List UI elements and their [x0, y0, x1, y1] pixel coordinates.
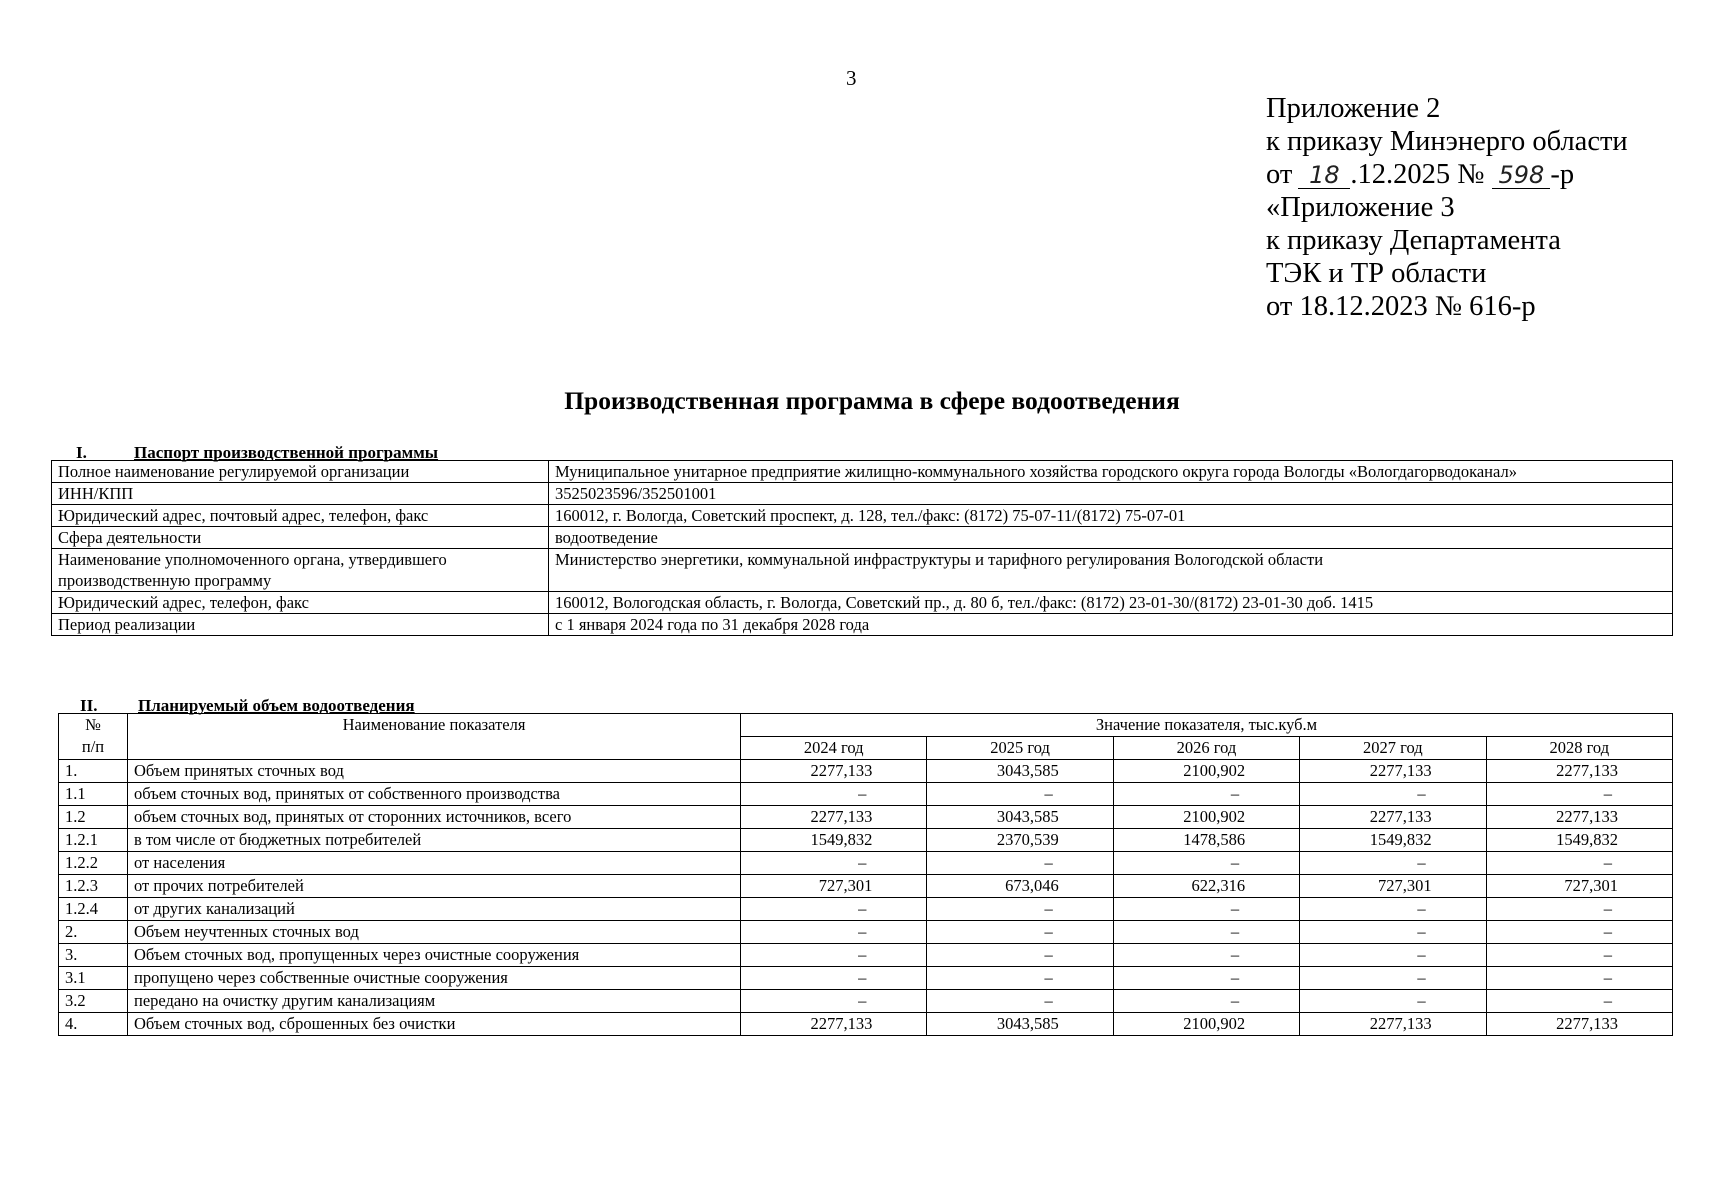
indicator-value: – — [1113, 783, 1299, 806]
indicator-value: – — [927, 967, 1113, 990]
appendix-line-4: «Приложение 3 — [1266, 192, 1455, 223]
passport-row — [52, 461, 1673, 483]
volume-row — [59, 921, 1673, 944]
passport-field-value: 160012, Вологодская область, г. Вологда, Советский пр., д. 80 б, тел./факс: (8172) 23-01-30/(8172) 23-01-30 доб. 1415 — [549, 592, 1673, 614]
passport-field-label: Юридический адрес, телефон, факс — [52, 592, 549, 614]
indicator-value: – — [1300, 967, 1486, 990]
indicator-value: 2100,902 — [1113, 760, 1299, 783]
document-title: Производственная программа в сфере водоотведения — [564, 386, 1180, 415]
indicator-value: – — [1113, 990, 1299, 1013]
indicator-value: – — [1486, 921, 1672, 944]
header-year: 2028 год — [1486, 737, 1672, 760]
indicator-name: объем сточных вод, принятых от собственного производства — [128, 783, 741, 806]
indicator-value: – — [1300, 944, 1486, 967]
indicator-value: – — [927, 990, 1113, 1013]
passport-row — [52, 527, 1673, 549]
indicator-value: 2277,133 — [1486, 760, 1672, 783]
indicator-value: – — [1300, 852, 1486, 875]
indicator-value: 673,046 — [927, 875, 1113, 898]
row-number: 1.2.3 — [59, 875, 128, 898]
indicator-value: – — [1486, 852, 1672, 875]
row-number: 2. — [59, 921, 128, 944]
volume-row — [59, 944, 1673, 967]
handwritten-day: 18 — [1298, 162, 1350, 189]
volume-row — [59, 875, 1673, 898]
indicator-value: – — [927, 921, 1113, 944]
passport-row — [52, 505, 1673, 527]
volume-row — [59, 1013, 1673, 1036]
indicator-value: – — [741, 944, 927, 967]
indicator-name: от населения — [128, 852, 741, 875]
appendix-line-3 — [1266, 158, 1628, 191]
indicator-value: 2277,133 — [1486, 1013, 1672, 1036]
indicator-name: Объем сточных вод, сброшенных без очистки — [128, 1013, 741, 1036]
indicator-value: – — [1486, 990, 1672, 1013]
passport-row — [52, 549, 1673, 592]
section-2-number: II. — [80, 696, 98, 715]
indicator-value: 1549,832 — [1300, 829, 1486, 852]
volume-header-row-1 — [59, 714, 1673, 737]
passport-field-value: 160012, г. Вологда, Советский проспект, д. 128, тел./факс: (8172) 75-07-11/(8172) 75-07-01 — [549, 505, 1673, 527]
passport-field-value: 3525023596/352501001 — [549, 483, 1673, 505]
indicator-name: Объем неучтенных сточных вод — [128, 921, 741, 944]
passport-row — [52, 592, 1673, 614]
appendix-line-2: к приказу Минэнерго области — [1266, 126, 1628, 157]
passport-field-label: Юридический адрес, почтовый адрес, телефон, факс — [52, 505, 549, 527]
volume-table — [58, 713, 1673, 1036]
indicator-name: объем сточных вод, принятых от сторонних источников, всего — [128, 806, 741, 829]
indicator-value: – — [1113, 898, 1299, 921]
indicator-value: – — [741, 852, 927, 875]
header-value-group: Значение показателя, тыс.куб.м — [741, 714, 1673, 737]
row-number: 1.2.1 — [59, 829, 128, 852]
indicator-value: – — [741, 783, 927, 806]
indicator-name: от других канализаций — [128, 898, 741, 921]
indicator-value: 1478,586 — [1113, 829, 1299, 852]
indicator-value: 2100,902 — [1113, 806, 1299, 829]
row-number: 1.1 — [59, 783, 128, 806]
row-number: 4. — [59, 1013, 128, 1036]
indicator-value: – — [1486, 967, 1672, 990]
indicator-value: – — [741, 967, 927, 990]
indicator-value: 2277,133 — [1486, 806, 1672, 829]
volume-row — [59, 852, 1673, 875]
indicator-value: 3043,585 — [927, 1013, 1113, 1036]
indicator-name: пропущено через собственные очистные сооружения — [128, 967, 741, 990]
indicator-value: 727,301 — [1300, 875, 1486, 898]
section-1-number: I. — [76, 443, 87, 462]
volume-row — [59, 783, 1673, 806]
header-number — [59, 714, 128, 760]
appendix-line-6: ТЭК и ТР области — [1266, 258, 1487, 289]
indicator-value: – — [741, 898, 927, 921]
indicator-value: 2277,133 — [741, 1013, 927, 1036]
handwritten-order-number: 598 — [1492, 162, 1550, 189]
indicator-value: 2277,133 — [1300, 1013, 1486, 1036]
indicator-value: 622,316 — [1113, 875, 1299, 898]
indicator-value: – — [1486, 783, 1672, 806]
appendix-line-5: к приказу Департамента — [1266, 225, 1561, 256]
indicator-name: от прочих потребителей — [128, 875, 741, 898]
indicator-value: – — [927, 898, 1113, 921]
row-number: 3. — [59, 944, 128, 967]
volume-row — [59, 760, 1673, 783]
passport-table — [51, 460, 1673, 636]
indicator-value: – — [927, 944, 1113, 967]
passport-field-label: Полное наименование регулируемой организации — [52, 461, 549, 483]
page-number: 3 — [846, 66, 857, 90]
passport-field-label: Наименование уполномоченного органа, утвердившего производственную программу — [52, 549, 549, 592]
row-number: 3.2 — [59, 990, 128, 1013]
indicator-value: 727,301 — [1486, 875, 1672, 898]
indicator-value: 1549,832 — [1486, 829, 1672, 852]
passport-field-label: Сфера деятельности — [52, 527, 549, 549]
indicator-name: передано на очистку другим канализациям — [128, 990, 741, 1013]
indicator-value: – — [741, 990, 927, 1013]
passport-field-value: водоотведение — [549, 527, 1673, 549]
row-number: 1. — [59, 760, 128, 783]
appendix-line-7: от 18.12.2023 № 616-р — [1266, 291, 1536, 322]
section-1-title: Паспорт производственной программы — [134, 443, 439, 462]
header-year: 2026 год — [1113, 737, 1299, 760]
appendix-date-suffix: -р — [1550, 159, 1575, 190]
row-number: 1.2 — [59, 806, 128, 829]
indicator-value: 2277,133 — [1300, 760, 1486, 783]
indicator-value: – — [1300, 898, 1486, 921]
appendix-line-1: Приложение 2 — [1266, 93, 1441, 124]
indicator-value: – — [927, 852, 1113, 875]
indicator-value: – — [1113, 852, 1299, 875]
indicator-value: 2277,133 — [1300, 806, 1486, 829]
indicator-value: 727,301 — [741, 875, 927, 898]
appendix-stamp — [1266, 92, 1628, 323]
row-number: 1.2.2 — [59, 852, 128, 875]
passport-field-value: с 1 января 2024 года по 31 декабря 2028 года — [549, 614, 1673, 636]
header-year: 2025 год — [927, 737, 1113, 760]
volume-row — [59, 829, 1673, 852]
volume-row — [59, 990, 1673, 1013]
row-number: 1.2.4 — [59, 898, 128, 921]
indicator-value: 2100,902 — [1113, 1013, 1299, 1036]
indicator-value: 2370,539 — [927, 829, 1113, 852]
indicator-value: – — [1486, 898, 1672, 921]
volume-row — [59, 806, 1673, 829]
indicator-name: в том числе от бюджетных потребителей — [128, 829, 741, 852]
indicator-value: 3043,585 — [927, 806, 1113, 829]
indicator-value: – — [741, 921, 927, 944]
passport-row — [52, 614, 1673, 636]
indicator-value: – — [1113, 967, 1299, 990]
header-year: 2024 год — [741, 737, 927, 760]
indicator-value: – — [1300, 921, 1486, 944]
volume-row — [59, 967, 1673, 990]
appendix-date-mid: .12.2025 № — [1350, 159, 1485, 190]
passport-field-label: ИНН/КПП — [52, 483, 549, 505]
header-indicator-name: Наименование показателя — [128, 714, 741, 760]
passport-field-label: Период реализации — [52, 614, 549, 636]
header-number-line-1: № — [85, 715, 101, 734]
header-year: 2027 год — [1300, 737, 1486, 760]
indicator-value: – — [1113, 944, 1299, 967]
volume-row — [59, 898, 1673, 921]
indicator-value: 1549,832 — [741, 829, 927, 852]
indicator-value: 2277,133 — [741, 806, 927, 829]
indicator-value: – — [1486, 944, 1672, 967]
passport-field-value: Министерство энергетики, коммунальной инфраструктуры и тарифного регулирования Вологодской области — [549, 549, 1673, 592]
indicator-value: 2277,133 — [741, 760, 927, 783]
section-2-title: Планируемый объем водоотведения — [138, 696, 415, 715]
indicator-name: Объем сточных вод, пропущенных через очистные сооружения — [128, 944, 741, 967]
appendix-date-prefix: от — [1266, 159, 1293, 190]
indicator-name: Объем принятых сточных вод — [128, 760, 741, 783]
indicator-value: – — [927, 783, 1113, 806]
passport-field-value: Муниципальное унитарное предприятие жилищно-коммунального хозяйства городского округа города Вологды «Вологдагорводоканал» — [549, 461, 1673, 483]
indicator-value: 3043,585 — [927, 760, 1113, 783]
header-number-line-2: п/п — [81, 737, 105, 756]
indicator-value: – — [1113, 921, 1299, 944]
indicator-value: – — [1300, 783, 1486, 806]
passport-row — [52, 483, 1673, 505]
indicator-value: – — [1300, 990, 1486, 1013]
row-number: 3.1 — [59, 967, 128, 990]
